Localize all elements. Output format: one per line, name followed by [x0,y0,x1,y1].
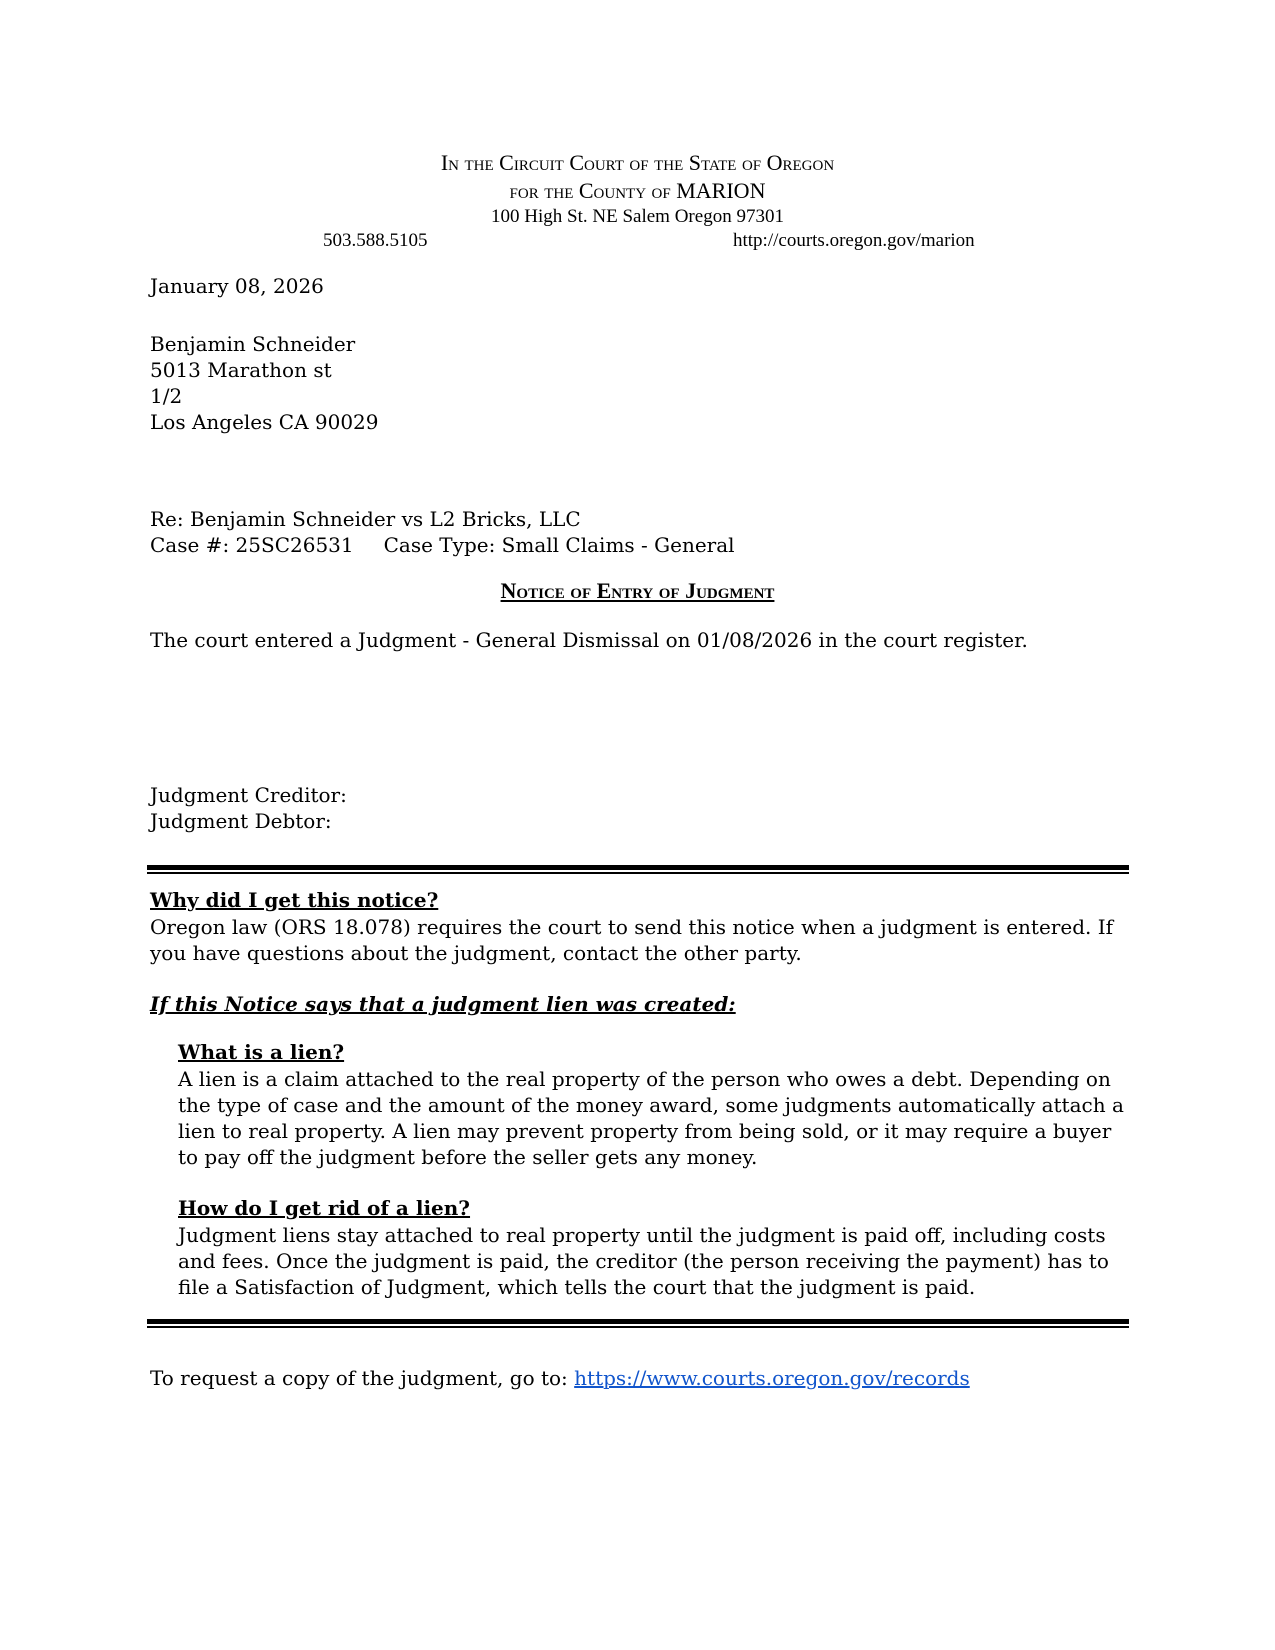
recipient-unit: 1/2 [150,384,183,408]
what-line: lien to real property. A lien may prevent property from being sold, or it may require a buyer [178,1119,1112,1143]
recipient-city: Los Angeles CA 90029 [150,410,379,434]
why-line: you have questions about the judgment, contact the other party. [150,941,802,965]
court-name-line: In the Circuit Court of the State of Oregon [440,150,835,175]
records-link[interactable]: https://www.courts.oregon.gov/records [574,1366,970,1390]
re-line: Re: Benjamin Schneider vs L2 Bricks, LLC [150,507,581,531]
letter-date: January 08, 2026 [150,274,324,298]
how-line: and fees. Once the judgment is paid, the creditor (the person receiving the payment) has to [178,1249,1109,1273]
notice-title: Notice of Entry of Judgment [500,578,775,603]
case-number: Case #: 25SC26531 [150,533,354,557]
court-address: 100 High St. NE Salem Oregon 97301 [491,206,784,227]
judgment-debtor-label: Judgment Debtor: [150,809,332,833]
how-line: Judgment liens stay attached to real property until the judgment is paid off, including costs [178,1223,1106,1247]
how-line: file a Satisfaction of Judgment, which tells the court that the judgment is paid. [178,1275,976,1299]
what-line: the type of case and the amount of the money award, some judgments automatically attach a [178,1093,1124,1117]
judgment-entered-text: The court entered a Judgment - General Dismissal on 01/08/2026 in the court register. [150,628,1028,652]
top-double-rule [147,865,1129,874]
what-line: A lien is a claim attached to the real property of the person who owes a debt. Depending on [178,1067,1111,1091]
recipient-address [150,331,379,435]
what-line: to pay off the judgment before the seller gets any money. [178,1145,758,1169]
case-line [150,532,735,558]
case-type: Case Type: Small Claims - General [383,533,735,557]
bottom-double-rule [147,1319,1129,1328]
request-copy-line [150,1365,970,1391]
what-is-lien-text [178,1066,1124,1170]
why-line: Oregon law (ORS 18.078) requires the court to send this notice when a judgment is entered. If [150,915,1114,939]
request-copy-text: To request a copy of the judgment, go to: [150,1366,575,1390]
recipient-street: 5013 Marathon st [150,358,332,382]
court-phone: 503.588.5105 [323,230,428,251]
court-website: http://courts.oregon.gov/marion [733,230,975,251]
remove-lien-heading: How do I get rid of a lien? [178,1196,471,1220]
county-line: for the County of MARION [509,178,766,203]
why-text [150,914,1113,966]
recipient-name: Benjamin Schneider [150,332,356,356]
judgment-parties [150,782,347,834]
remove-lien-text [178,1222,1109,1300]
why-heading: Why did I get this notice? [150,888,439,912]
judgment-creditor-label: Judgment Creditor: [150,783,347,807]
lien-heading: If this Notice says that a judgment lien was created: [150,992,736,1016]
what-is-lien-heading: What is a lien? [178,1040,345,1064]
